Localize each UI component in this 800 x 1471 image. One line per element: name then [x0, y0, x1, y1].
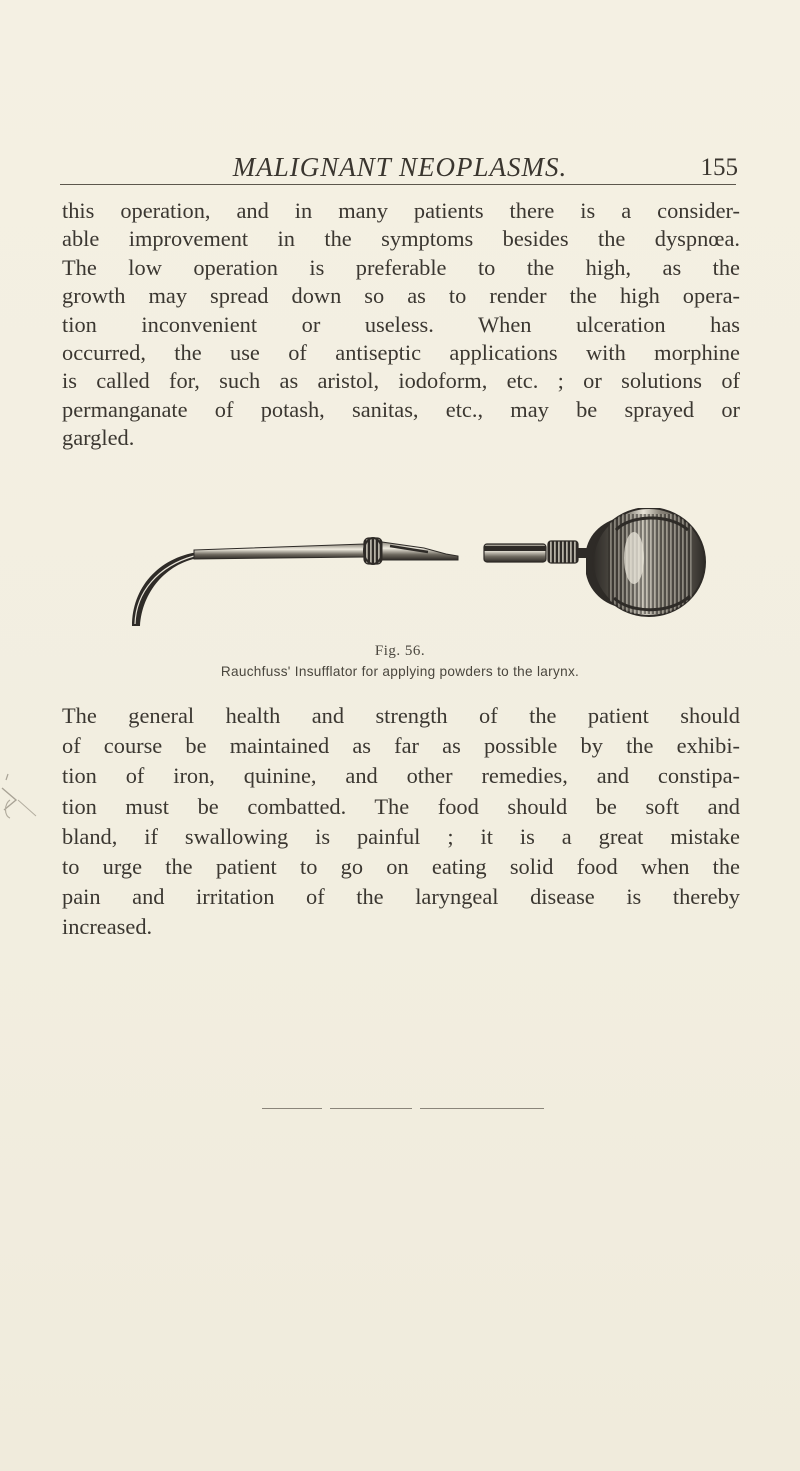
- text-line: bland, if swallowing is painful ; it is a great mistake: [62, 823, 740, 849]
- paragraph-2: [62, 701, 740, 943]
- text-line: The general health and strength of the patient should: [62, 703, 740, 728]
- nozzle-curve-shape: [132, 552, 198, 626]
- bottom-rule-segment: [420, 1108, 544, 1109]
- text-line: growth may spread down so as to render the high opera-: [62, 283, 740, 309]
- text-line: tion must be combatted. The food should be soft and: [62, 793, 740, 819]
- text-line: pain and irritation of the laryngeal disease is thereby: [62, 884, 740, 910]
- text-line: is called for, such as aristol, iodoform, etc. ; or solutions of: [62, 368, 740, 394]
- figure-caption: Rauchfuss' Insufflator for applying powders to the larynx.: [220, 664, 580, 679]
- margin-pencil-marks: [0, 770, 40, 850]
- text-line: The low operation is preferable to the high, as the: [62, 254, 740, 280]
- text-line: able improvement in the symptoms besides the dyspnœa.: [62, 226, 740, 252]
- text-line: tion of iron, quinine, and other remedies, and constipa-: [62, 763, 740, 789]
- figure-label: Fig. 56.: [374, 643, 426, 659]
- text-line: of course be maintained as far as possible by the exhibi-: [62, 733, 740, 759]
- bottom-rule-segment: [262, 1108, 322, 1109]
- running-head: MALIGNANT NEOPLASMS.: [232, 152, 568, 182]
- text-line: this operation, and in many patients there is a consider-: [62, 198, 740, 223]
- text-line: to urge the patient to go on eating solid food when the: [62, 854, 740, 880]
- bulb-shape: [586, 508, 705, 616]
- text-line: permanganate of potash, sanitas, etc., may be sprayed or: [62, 396, 740, 422]
- header-rule: [60, 184, 736, 185]
- text-line: occurred, the use of antiseptic applications with morphine: [62, 340, 740, 366]
- page-header: [60, 148, 740, 188]
- bottom-rule-segment: [330, 1108, 412, 1109]
- text-line: tion inconvenient or useless. When ulceration has: [62, 311, 740, 337]
- paragraph-1: [62, 197, 740, 453]
- text-line: gargled.: [62, 425, 135, 451]
- insufflator-illustration: [128, 508, 708, 638]
- text-line: increased.: [62, 914, 153, 940]
- page-number: 155: [700, 154, 738, 181]
